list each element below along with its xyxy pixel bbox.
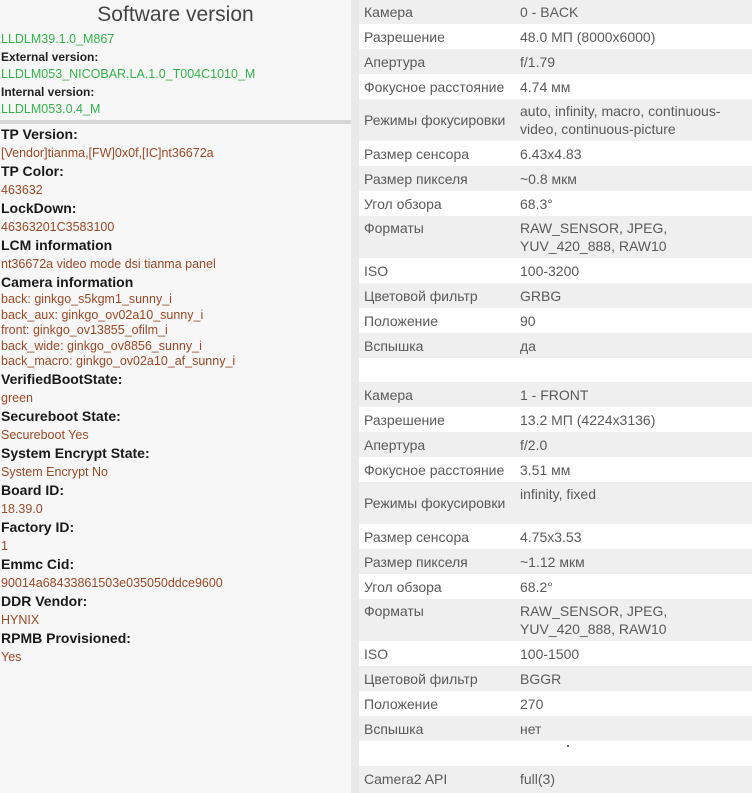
- system-encrypt-state-value: System Encrypt No: [1, 464, 108, 479]
- spec-key: Положение: [364, 312, 438, 329]
- spec-row-focus-modes: [359, 482, 752, 524]
- verified-boot-state-value: green: [1, 390, 33, 405]
- spec-key: Положение: [364, 695, 438, 712]
- rpmb-provisioned-value: Yes: [1, 649, 22, 664]
- spec-value: 48.0 МП (8000x6000): [520, 28, 656, 45]
- emmc-cid-value: 90014a68433861503e035050ddce9600: [1, 575, 223, 590]
- spec-key: ISO: [364, 262, 389, 279]
- secureboot-state-label: Secureboot State:: [1, 407, 121, 424]
- spec-key: Камера: [364, 4, 413, 20]
- tp-color-value: 463632: [1, 183, 43, 197]
- spec-value: RAW_SENSOR, JPEG, YUV_420_888, RAW10: [520, 603, 668, 637]
- spec-value: нет: [520, 720, 542, 737]
- spec-key: Камера: [364, 386, 413, 403]
- software-info-panel: [0, 0, 351, 793]
- spec-value: 1 - FRONT: [520, 386, 589, 403]
- spec-key: Вспышка: [364, 337, 424, 354]
- spec-key: Режимы фокусировки: [364, 495, 506, 511]
- camera-back-macro-value: back_macro: ginkgo_ov02a10_af_sunny_i: [1, 354, 236, 368]
- spec-value: f/1.79: [520, 53, 556, 70]
- tp-color-label: TP Color:: [1, 163, 64, 179]
- camera-information-label: Camera information: [1, 274, 134, 290]
- spec-value: infinity, fixed: [520, 486, 596, 502]
- verified-boot-state-label: VerifiedBootState:: [1, 370, 123, 387]
- spec-key: Угол обзора: [364, 195, 442, 212]
- spec-value: 3.51 мм: [520, 461, 571, 478]
- spec-key: Фокусное расстояние: [364, 461, 505, 478]
- camera-back-value: back: ginkgo_s5kgm1_sunny_i: [1, 292, 172, 306]
- spec-key: Цветовой фильтр: [364, 670, 478, 687]
- spec-value: 68.2°: [520, 578, 553, 595]
- spec-key: Апертура: [364, 53, 426, 70]
- spec-key: Camera2 API: [364, 770, 448, 787]
- internal-version-value: LLDLM053.0.4_M: [1, 102, 101, 116]
- lcm-information-value: nt36672a video mode dsi tianma panel: [1, 257, 216, 271]
- system-encrypt-state-label: System Encrypt State:: [1, 444, 150, 461]
- spec-row-focus-modes: [359, 99, 752, 141]
- divider: [0, 120, 351, 124]
- spec-key: Форматы: [364, 220, 424, 236]
- spec-value: BGGR: [520, 670, 562, 687]
- spec-row-sensor-size: [359, 524, 752, 549]
- spec-key: Фокусное расстояние: [364, 78, 505, 95]
- spec-value: да: [520, 337, 536, 354]
- lcm-information-label: LCM information: [1, 237, 113, 253]
- spec-value: RAW_SENSOR, JPEG, YUV_420_888, RAW10: [520, 220, 668, 254]
- spec-key: Вспышка: [364, 720, 424, 737]
- spec-key: Размер сенсора: [364, 145, 470, 162]
- spec-value: 270: [520, 695, 544, 712]
- spec-row-aperture: [359, 49, 752, 74]
- camera-front-value: front: ginkgo_ov13855_ofilm_i: [1, 323, 168, 337]
- factory-id-value: 1: [1, 538, 8, 553]
- external-version-label: External version:: [1, 50, 99, 64]
- spec-value: 68.3°: [520, 195, 553, 212]
- ddr-vendor-label: DDR Vendor:: [1, 592, 88, 609]
- page-title: Software version: [97, 3, 254, 26]
- camera-back-aux-value: back_aux: ginkgo_ov02a10_sunny_i: [1, 307, 204, 322]
- spec-row-formats: [359, 599, 752, 641]
- spec-row-camera2-api: [359, 766, 752, 791]
- spec-key: Форматы: [364, 603, 424, 619]
- board-id-value: 18.39.0: [1, 501, 43, 516]
- tp-version-label: TP Version:: [1, 126, 78, 142]
- spec-value: 6.43x4.83: [520, 145, 582, 162]
- tp-version-value: [Vendor]tianma,[FW]0x0f,[IC]nt36672a: [1, 146, 214, 160]
- spec-value: full(3): [520, 770, 556, 787]
- spec-row-formats: [359, 216, 752, 258]
- spec-key: Угол обзора: [364, 578, 442, 595]
- spec-row-pixel-size: [359, 166, 752, 191]
- emmc-cid-label: Emmc Cid:: [1, 555, 75, 572]
- external-version-value: LLDLM053_NICOBAR.LA.1.0_T004C1010_M: [1, 67, 256, 81]
- spec-key: Разрешение: [364, 28, 445, 45]
- spec-row-camera: [359, 382, 752, 407]
- camera-specs-panel: [359, 0, 752, 793]
- spec-key: ISO: [364, 645, 389, 662]
- camera-back-wide-value: back_wide: ginkgo_ov8856_sunny_i: [1, 338, 202, 353]
- spec-key: Размер пикселя: [364, 170, 468, 187]
- internal-version-label: Internal version:: [1, 85, 95, 99]
- spacer-row: [359, 741, 752, 766]
- spec-row-orientation: [359, 308, 752, 333]
- dot-artifact: [567, 745, 569, 747]
- spec-key: Цветовой фильтр: [364, 287, 478, 304]
- spec-row-aperture: [359, 432, 752, 457]
- spec-row-focal-length: [359, 457, 752, 482]
- spec-row-resolution: [359, 407, 752, 432]
- spec-value: auto, infinity, macro, continuous-video, continuous-picture: [520, 103, 721, 137]
- spec-row-field-of-view: [359, 191, 752, 216]
- spec-row-pixel-size: [359, 549, 752, 574]
- factory-id-label: Factory ID:: [1, 518, 75, 535]
- spec-value: 100-1500: [520, 645, 580, 662]
- spec-row-color-filter: [359, 283, 752, 308]
- spec-row-iso: [359, 258, 752, 283]
- spec-key: Разрешение: [364, 411, 445, 428]
- spec-value: ~1.12 мкм: [520, 553, 585, 570]
- spec-value: 90: [520, 312, 536, 329]
- spec-key: Апертура: [364, 436, 426, 453]
- spec-value: 100-3200: [520, 262, 580, 279]
- spec-row-flash: [359, 333, 752, 358]
- ddr-vendor-value: HYNIX: [1, 612, 40, 627]
- spec-row-iso: [359, 641, 752, 666]
- spec-key: Размер сенсора: [364, 528, 470, 545]
- rpmb-provisioned-label: RPMB Provisioned:: [1, 629, 131, 646]
- spec-key: Режимы фокусировки: [364, 112, 506, 128]
- spec-value: 4.75x3.53: [520, 528, 582, 545]
- spec-row-camera: [359, 0, 752, 24]
- spacer-row: [359, 358, 752, 382]
- spec-row-orientation: [359, 691, 752, 716]
- software-version-value: LLDLM39.1.0_M867: [1, 32, 115, 46]
- secureboot-state-value: Secureboot Yes: [1, 427, 89, 442]
- spec-value: f/2.0: [520, 436, 548, 453]
- spec-row-field-of-view: [359, 574, 752, 599]
- spec-value: 4.74 мм: [520, 78, 571, 95]
- spec-key: Размер пикселя: [364, 553, 468, 570]
- spec-value: GRBG: [520, 287, 562, 304]
- spec-row-resolution: [359, 24, 752, 49]
- spec-row-focal-length: [359, 74, 752, 99]
- spec-value: 0 - BACK: [520, 4, 579, 20]
- spec-value: 13.2 МП (4224x3136): [520, 411, 656, 428]
- spec-row-flash: [359, 716, 752, 741]
- spec-row-color-filter: [359, 666, 752, 691]
- lockdown-value: 46363201C3583100: [1, 220, 115, 234]
- spec-row-sensor-size: [359, 141, 752, 166]
- board-id-label: Board ID:: [1, 481, 64, 498]
- spec-value: ~0.8 мкм: [520, 170, 577, 187]
- lockdown-label: LockDown:: [1, 200, 77, 216]
